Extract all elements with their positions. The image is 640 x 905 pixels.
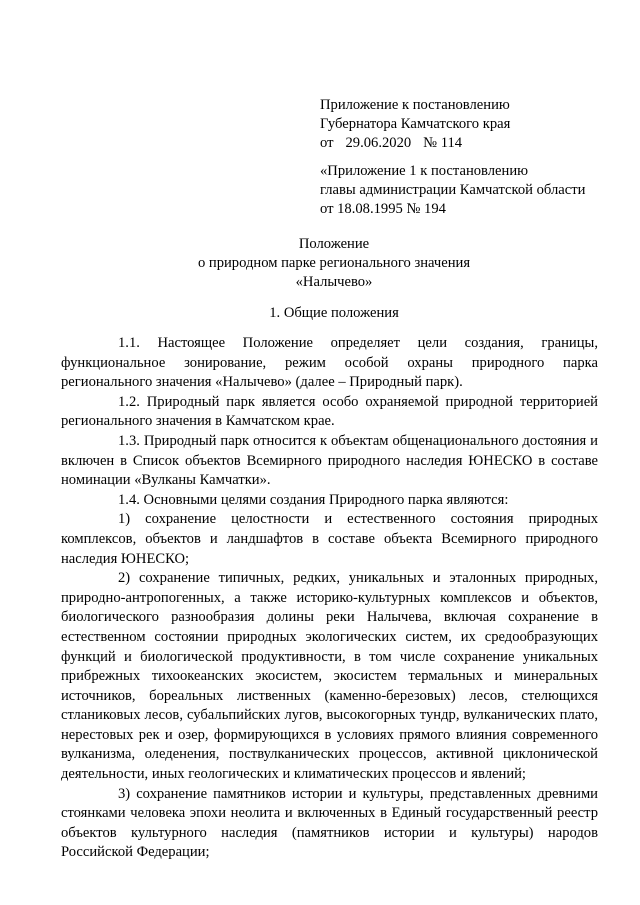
appendix-date: 29.06.2020 — [345, 135, 412, 151]
appendix-line-1: Приложение к постановлению — [320, 97, 510, 113]
document-title — [0, 235, 640, 292]
title-line-1: Положение — [298, 236, 370, 252]
original-appendix-line-1: «Приложение 1 к постановлению — [320, 163, 529, 179]
appendix-header — [320, 96, 510, 153]
body-text — [61, 334, 598, 863]
appendix-number: № 114 — [423, 135, 463, 151]
paragraph-1-4: 1.4. Основными целями создания Природного парка являются: — [118, 491, 509, 508]
appendix-date-prefix: от — [320, 135, 334, 151]
original-appendix-line-3: от 18.08.1995 № 194 — [320, 201, 446, 217]
paragraph-1-1: 1.1. Настоящее Положение определяет цели создания, границы, функциональное зонирование, режим особой охраны природного парка регионального значения «Налычево» (далее – Природный парк). — [61, 335, 598, 391]
section-heading: 1. Общие положения — [269, 305, 399, 321]
original-appendix-line-2: главы администрации Камчатской области — [320, 182, 586, 198]
paragraph-1-2: 1.2. Природный парк является особо охраняемой природной территорией регионального значения в Камчатском крае. — [61, 393, 598, 430]
appendix-line-3 — [320, 134, 510, 153]
paragraph-item-3: 3) сохранение памятников истории и культуры, представленных древними стоянками человека эпохи неолита и включенных в Единый государственный реестр объектов культурного наследия (памятников истории и культуры) народов Российской Федерации; — [61, 785, 598, 861]
original-appendix-header — [320, 162, 585, 219]
title-line-2: о природном парке регионального значения — [197, 255, 471, 271]
paragraph-item-1: 1) сохранение целостности и естественного состояния природных комплексов, объектов и ландшафтов в составе объекта Всемирного природного наследия ЮНЕСКО; — [61, 511, 598, 567]
title-line-3: «Налычево» — [295, 274, 373, 290]
paragraph-item-2: 2) сохранение типичных, редких, уникальных и эталонных природных, природно-антропогенных, а также историко-культурных комплексов и объектов, биологического разнообразия долины реки Налычева, включая сохранение в естественном состоянии природных экологических систем, их средообразующих функций и биологической продуктивности, в том числе сохранение уникальных прибрежных тихоокеанских экосистем, экосистем термальных и минеральных источников, бореальных лиственных (каменно-березовых) лесов, стелющихся стланиковых лесов, субальпийских лугов, высокогорных тундр, вулканических плато, нерестовых рек и озер, формирующихся в условиях прямого влияния современного вулканизма, оледенения, поствулканических процессов, активной циклонической деятельности, иных геологических и климатических процессов и явлений; — [61, 570, 598, 783]
appendix-line-2: Губернатора Камчатского края — [320, 116, 511, 132]
paragraph-1-3: 1.3. Природный парк относится к объектам общенационального достояния и включен в Список объектов Всемирного природного наследия ЮНЕСКО в составе номинации «Вулканы Камчатки». — [61, 432, 598, 489]
